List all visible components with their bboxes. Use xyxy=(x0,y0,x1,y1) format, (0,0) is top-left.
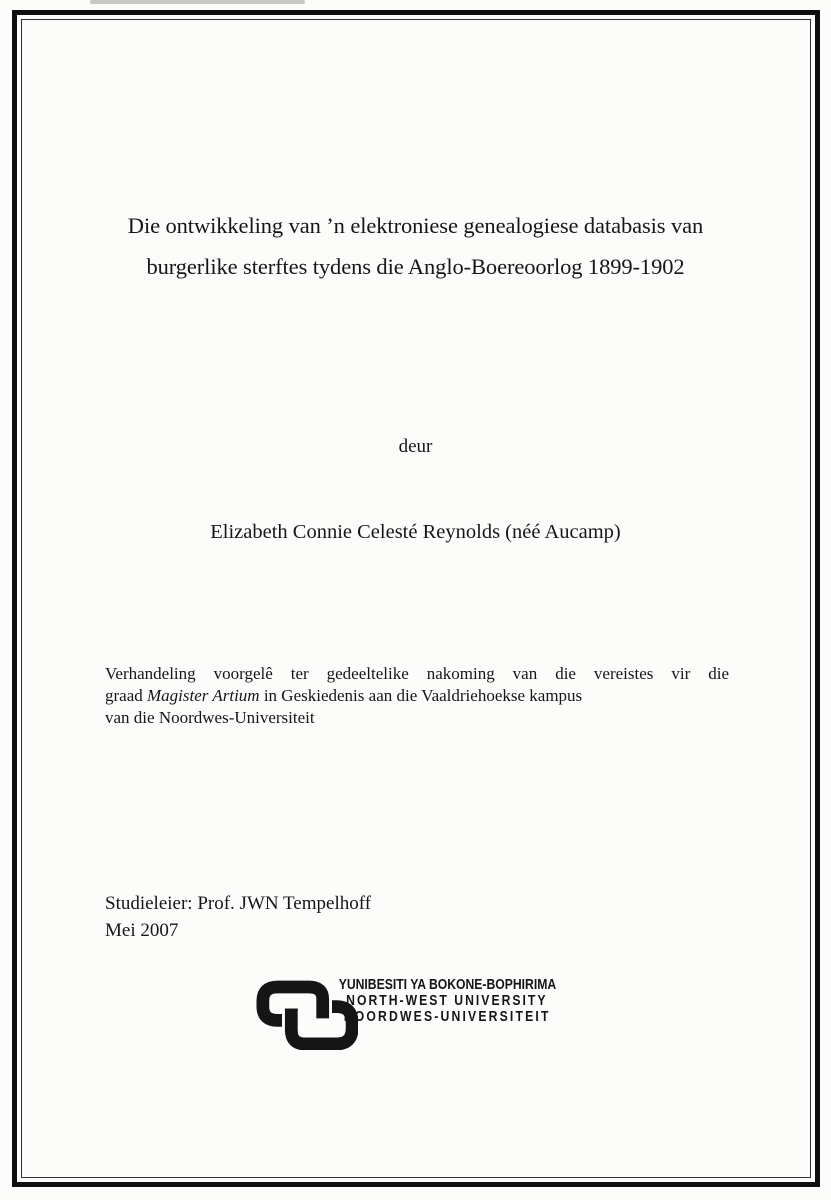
thesis-title-line-1: Die ontwikkeling van ’n elektroniese genealogiese databasis van xyxy=(127,213,704,238)
wordmark-line-afrikaans: NOORDWES-UNIVERSITEIT xyxy=(343,1009,551,1025)
thesis-title-line-2: burgerlike sterftes tydens die Anglo-Boereoorlog 1899-1902 xyxy=(146,254,685,279)
byline-label: deur xyxy=(398,436,433,457)
statement-line-2 xyxy=(105,685,729,707)
degree-name: Magister Artium xyxy=(147,685,260,705)
supervisor-line: Studieleier: Prof. JWN Tempelhoff xyxy=(105,893,372,914)
thesis-title xyxy=(45,205,786,287)
statement-line-1: Verhandeling voorgelê ter gedeeltelike nakoming van die vereistes vir die xyxy=(105,664,729,683)
statement-line-2-suffix: in Geskiedenis aan die Vaaldriehoekse kampus xyxy=(259,685,583,705)
submission-statement xyxy=(105,663,729,728)
wordmark-line-english: NORTH-WEST UNIVERSITY xyxy=(346,993,548,1009)
date-line: Mei 2007 xyxy=(105,919,179,941)
statement-line-3: van die Noordwes-Universiteit xyxy=(105,707,315,727)
scan-artifact xyxy=(90,0,305,4)
statement-line-2-prefix: graad xyxy=(105,685,148,705)
author-name: Elizabeth Connie Celesté Reynolds (néé Aucamp) xyxy=(210,521,621,543)
wordmark-line-setswana: YUNIBESITI YA BOKONE-BOPHIRIMA xyxy=(338,977,556,993)
university-wordmark xyxy=(286,977,608,1025)
supervisor-block xyxy=(105,891,371,944)
